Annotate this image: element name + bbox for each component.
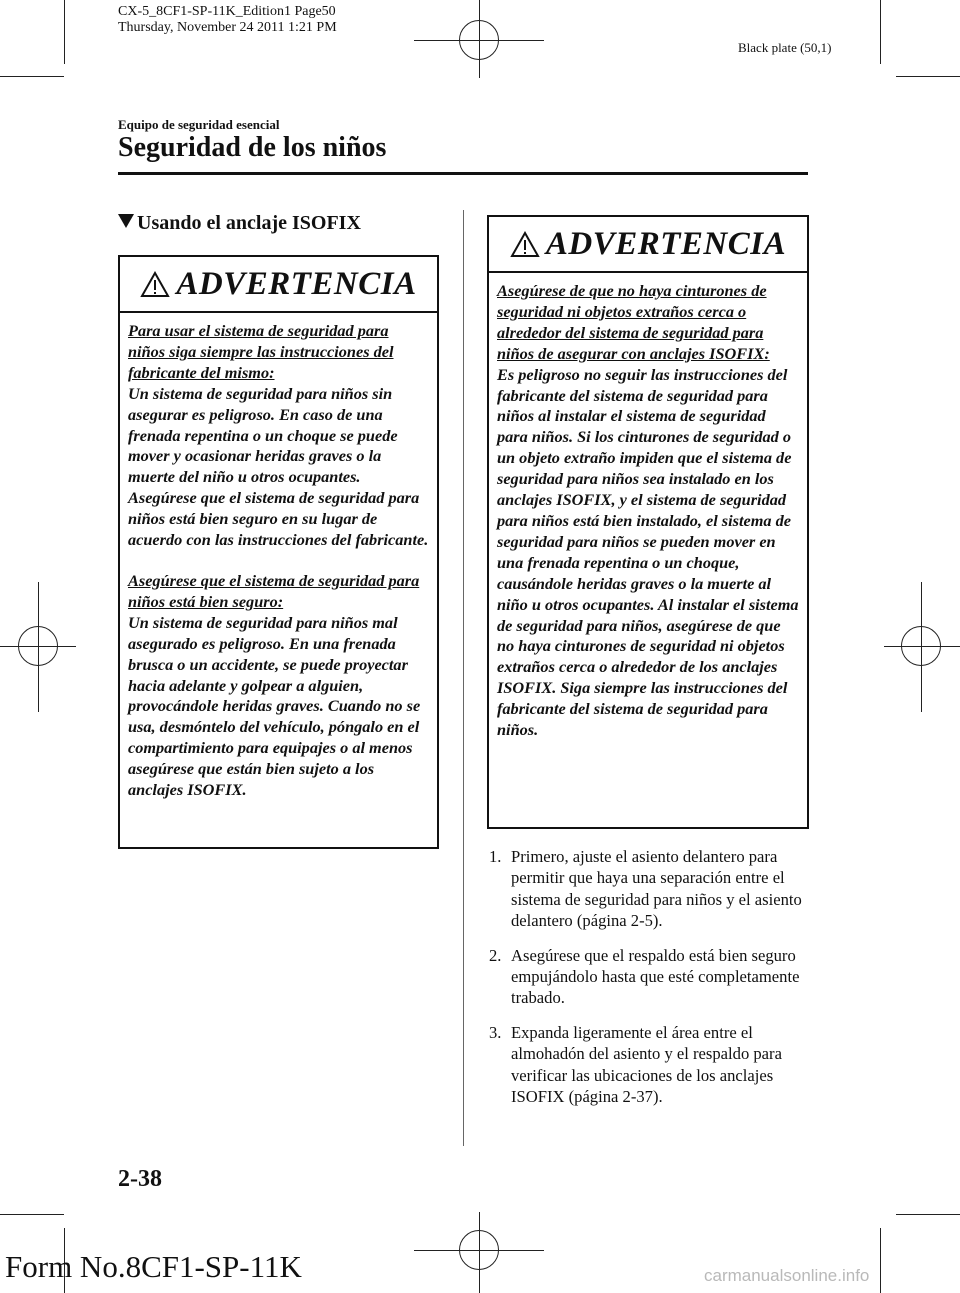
triangle-down-icon [118, 214, 134, 228]
warning-heading: Para usar el sistema de seguridad para niños siga siempre las instrucciones del fabricante del mismo: [128, 321, 394, 382]
warning-body [120, 313, 437, 801]
warning-title: ADVERTENCIA [176, 265, 417, 302]
warning-header [120, 257, 437, 311]
registration-mark-circle [459, 20, 499, 60]
step-number: 3. [489, 1022, 502, 1042]
warning-heading: Asegúrese de que no haya cinturones de seguridad ni objetos extraños cerca o alrededor del sistema de seguridad para niños de asegurar con anclajes ISOFIX: [497, 281, 770, 363]
list-item [489, 1022, 809, 1108]
registration-mark-circle [459, 1230, 499, 1270]
print-meta-file: CX-5_8CF1-SP-11K_Edition1 Page50 [118, 4, 336, 19]
print-metadata [118, 4, 337, 36]
subheading [118, 212, 361, 235]
section-label: Equipo de seguridad esencial [118, 117, 280, 132]
warning-triangle-icon [140, 271, 170, 298]
chapter-title: Seguridad de los niños [118, 132, 387, 163]
step-text: Expanda ligeramente el área entre el almohadón del asiento y el respaldo para verificar las ubicaciones de los anclajes ISOFIX (página 2-37). [511, 1022, 782, 1107]
title-rule [118, 172, 808, 175]
step-text: Asegúrese que el respaldo está bien seguro empujándolo hasta que esté completamente trabado. [511, 945, 800, 1008]
form-number: Form No.8CF1-SP-11K [5, 1249, 302, 1284]
list-item [489, 846, 809, 932]
print-meta-date: Thursday, November 24 2011 1:21 PM [118, 20, 337, 35]
warning-heading: Asegúrese que el sistema de seguridad para niños está bien seguro: [128, 570, 420, 611]
plate-label: Black plate (50,1) [738, 40, 832, 55]
crop-mark [880, 1228, 881, 1293]
steps-list [489, 846, 809, 1120]
warning-title: ADVERTENCIA [545, 225, 787, 262]
warning-header [489, 217, 807, 271]
watermark: carmanualsonline.info [704, 1266, 870, 1285]
list-item [489, 945, 809, 1009]
crop-mark [0, 76, 64, 77]
warning-text: Un sistema de seguridad para niños sin asegurar es peligroso. En caso de una frenada repentina o un choque se puede mover y ocasionar heridas graves o la muerte del niño u otros ocupantes. Asegúrese que el sistema de seguridad para niños está bien seguro en su lugar de acuerdo con las instrucciones del fabricante. [128, 383, 429, 550]
crop-mark [880, 0, 881, 64]
warning-text: Un sistema de seguridad para niños mal asegurado es peligroso. En una frenada brusca o un accidente, se puede proyectar hacia adelante y golpear a alguien, provocándole heridas graves. Cuando no se usa, desmóntelo del vehículo, póngalo en el compartimiento para equipajes o al menos asegúrese que están bien sujeto a los anclajes ISOFIX. [128, 612, 421, 800]
warning-triangle-icon [510, 231, 540, 258]
column-divider [463, 210, 464, 1146]
warning-text: Es peligroso no seguir las instrucciones del fabricante del sistema de seguridad para niños al instalar el sistema de seguridad para niños. Si los cinturones de seguridad o un objeto extraño impiden que el sistema de seguridad para niños sea instalado en los anclajes ISOFIX, y el sistema de seguridad para niños está bien instalado, el sistema de seguridad para niños se pueden mover en una frenada repentina o un choque, causándole heridas graves o la muerte al niño u otros ocupantes. Al instalar el sistema de seguridad para niños, asegúrese de que no haya cinturones de seguridad ni objetos extraños cerca o alrededor de los anclajes ISOFIX. Siga siempre las instrucciones del fabricante del sistema de seguridad para niños. [497, 364, 799, 740]
crop-mark [896, 1214, 960, 1215]
step-number: 2. [489, 945, 502, 965]
warning-box-right [487, 215, 809, 829]
page-number: 2-38 [118, 1166, 162, 1192]
crop-mark [0, 1214, 64, 1215]
step-text: Primero, ajuste el asiento delantero para permitir que haya una separación entre el sistema de seguridad para niños y el asiento delantero (página 2-5). [511, 847, 802, 931]
crop-mark [64, 0, 65, 64]
crop-mark [896, 76, 960, 77]
warning-body [489, 273, 807, 741]
warning-box-left [118, 255, 439, 849]
step-number: 1. [489, 847, 502, 866]
registration-mark-circle [901, 626, 941, 666]
registration-mark-circle [18, 626, 58, 666]
subheading-text: Usando el anclaje ISOFIX [137, 212, 361, 234]
